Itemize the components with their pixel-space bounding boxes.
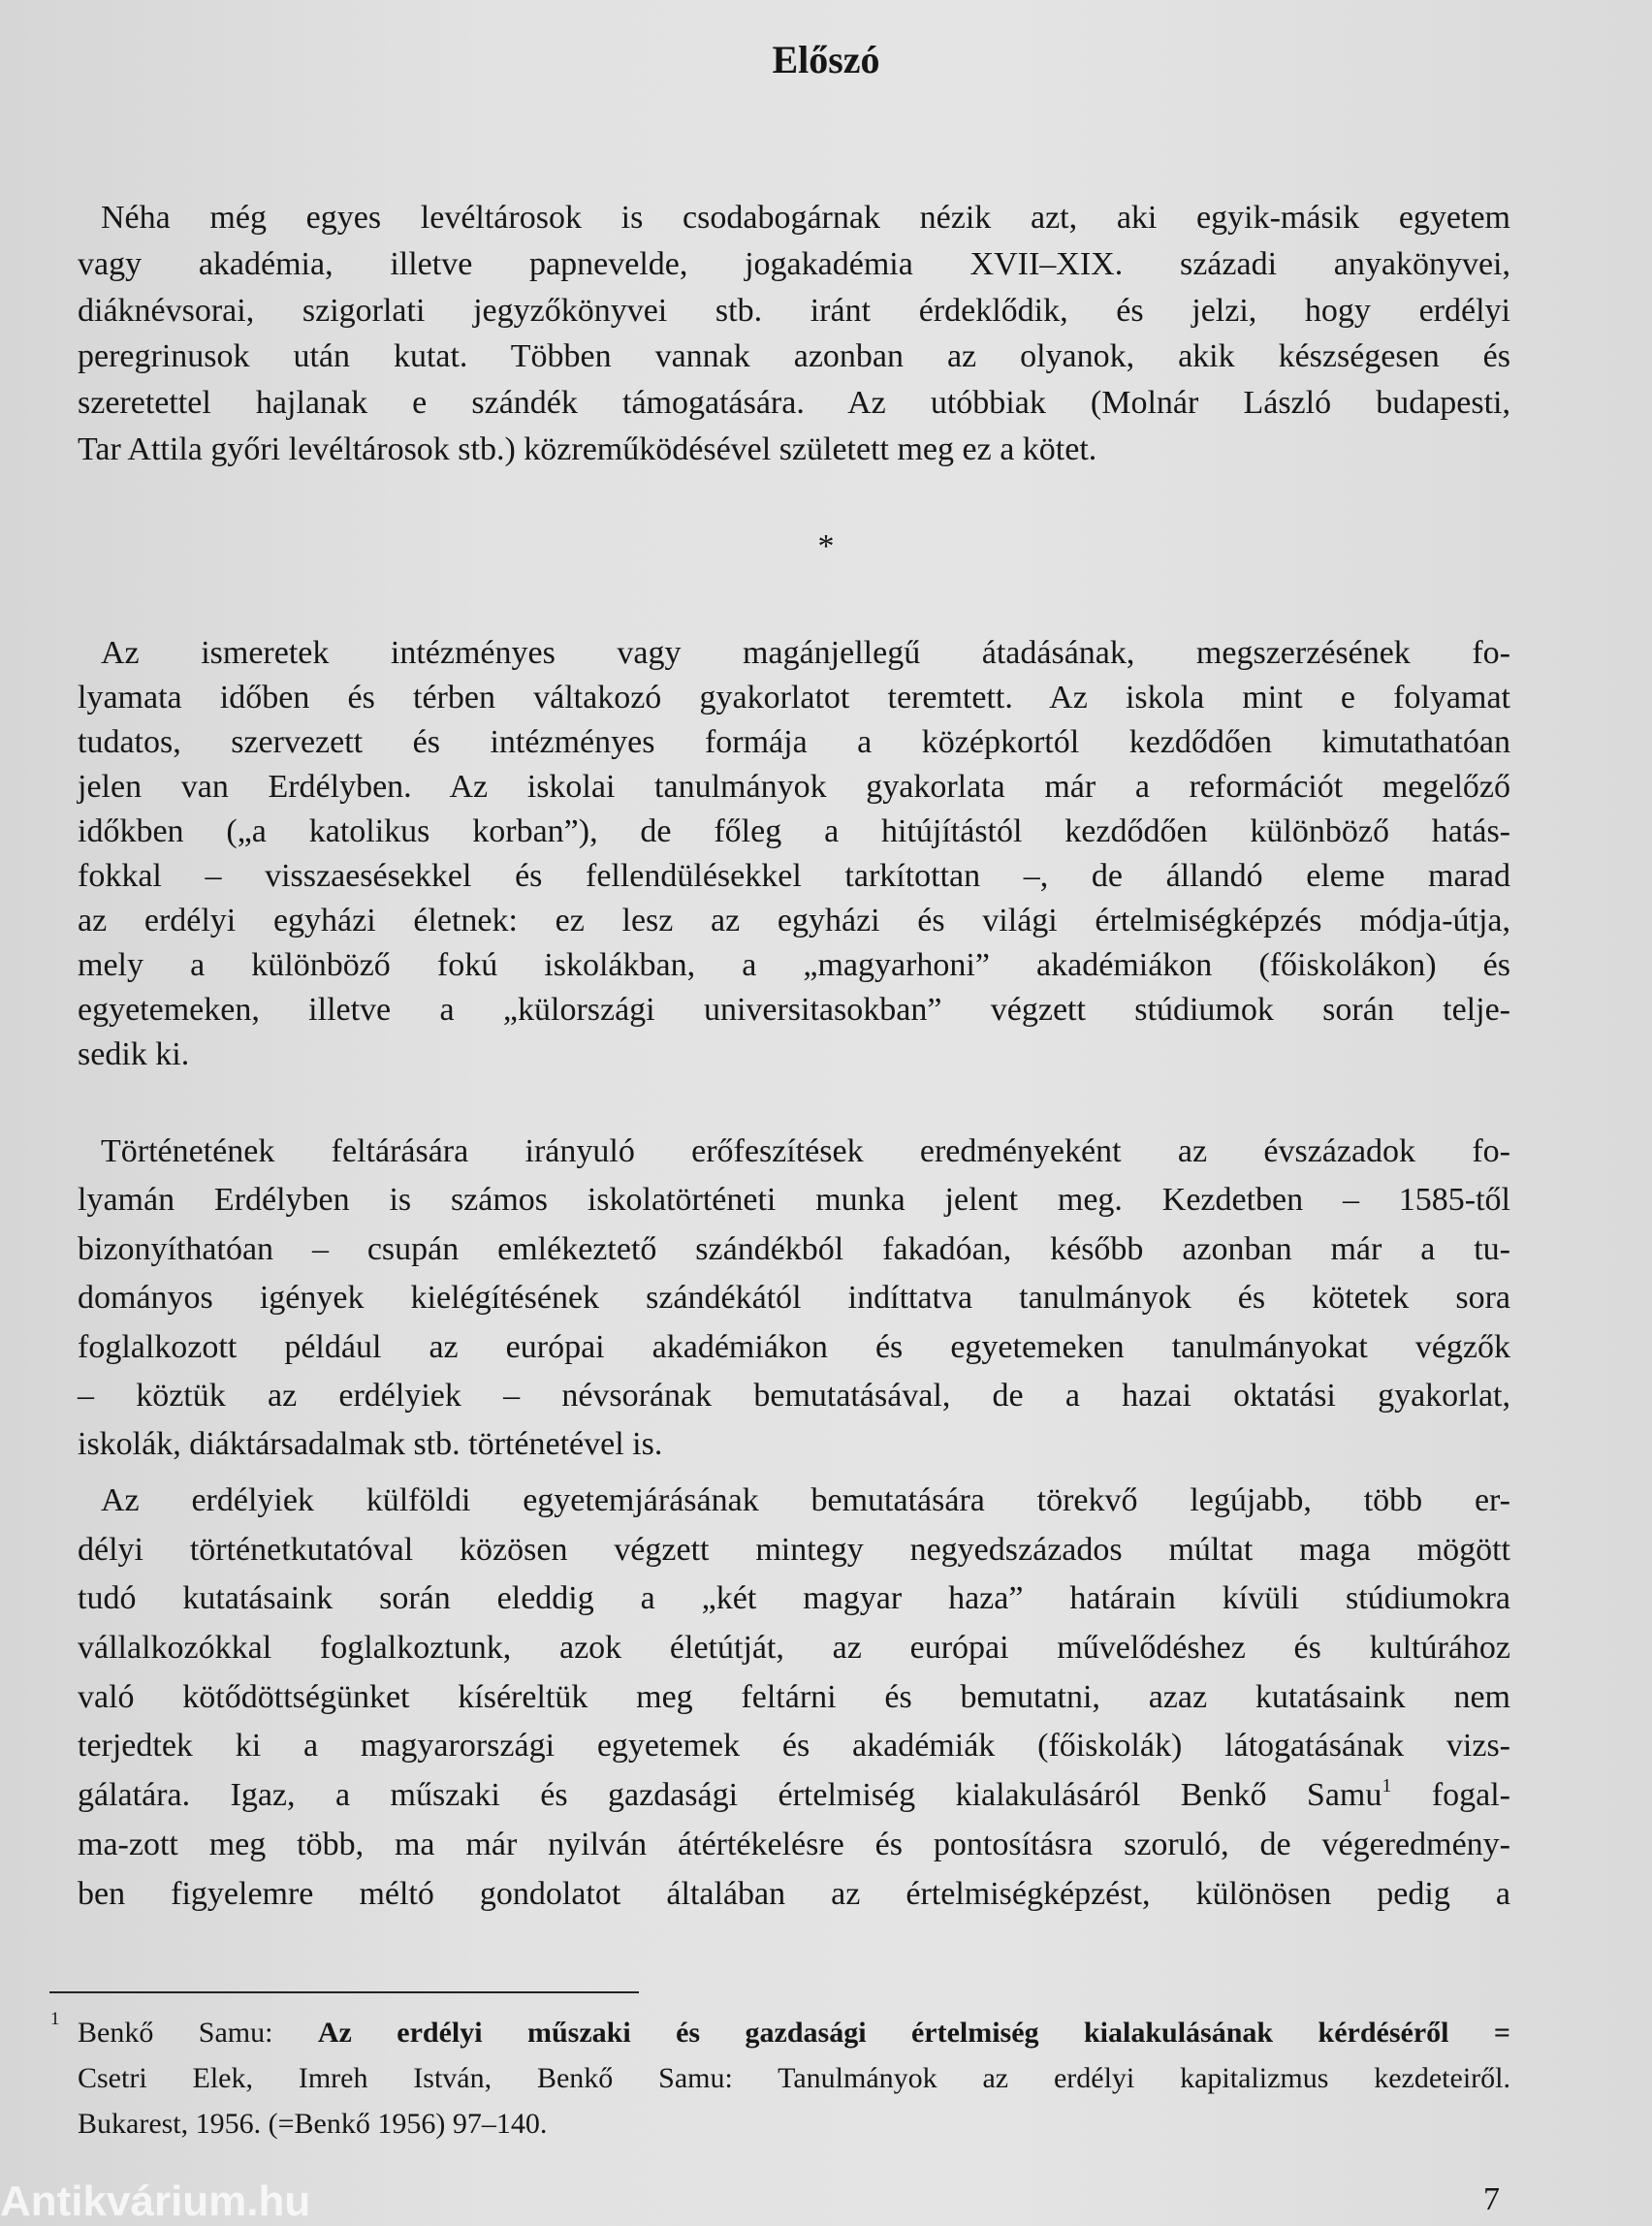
text-line: időkben („a katolikus korban”), de főleg a hitújítástól kezdődően különböző hatás-	[78, 813, 1510, 849]
text-line: mely a különböző fokú iskolákban, a „magyarhoni” akadémiákon (főiskolákon) és	[78, 947, 1510, 983]
footnote-author: Benkő Samu:	[78, 2017, 318, 2049]
text-line: Az ismeretek intézményes vagy magánjellegű átadásának, megszerzésének fo-	[101, 635, 1510, 671]
footnote-line: Bukarest, 1956. (=Benkő 1956) 97–140.	[78, 2108, 548, 2140]
paragraph-3	[78, 1128, 1510, 1470]
page-number: 7	[1483, 2181, 1500, 2217]
text-line: iskolák, diáktársadalmak stb. történetével is.	[78, 1426, 663, 1463]
text-line: diáknévsorai, szigorlati jegyzőkönyvei stb. iránt érdeklődik, és jelzi, hogy erdélyi	[78, 292, 1510, 329]
paragraph-1	[78, 195, 1510, 473]
text-line: foglalkozott például az európai akadémiákon és egyetemeken tanulmányokat végzők	[78, 1328, 1510, 1365]
text-line: Történetének feltárására irányuló erőfeszítések eredményeként az évszázadok fo-	[101, 1133, 1510, 1169]
text-line	[78, 1771, 1510, 1821]
text-line: Néha még egyes levéltárosok is csodabogárnak nézik azt, aki egyik-másik egyetem	[101, 200, 1510, 236]
footnote-title: Az erdélyi műszaki és gazdasági értelmiség kialakulásának kérdéséről =	[317, 2017, 1510, 2049]
text-line: Az erdélyiek külföldi egyetemjárásának bemutatására törekvő legújabb, több er-	[101, 1482, 1510, 1518]
text-line: egyetemeken, illetve a „külországi universitasokban” végzett stúdiumok során telje-	[78, 992, 1510, 1028]
footnote-number: 1	[50, 2009, 60, 2029]
text-line: délyi történetkutatóval közösen végzett mintegy negyedszázados múltat maga mögött	[78, 1531, 1510, 1568]
text-line: peregrinusok után kutat. Többen vannak azonban az olyanok, akik készségesen és	[78, 338, 1510, 375]
text-line: jelen van Erdélyben. Az iskolai tanulmányok gyakorlata már a reformációt megelőző	[78, 769, 1510, 805]
text-line: lyamata időben és térben váltakozó gyakorlatot teremtett. Az iskola mint e folyamat	[78, 680, 1510, 716]
footnote	[78, 2010, 1510, 2146]
watermark-logo: Antikvárium.hu	[0, 2178, 311, 2225]
text-line: terjedtek ki a magyarországi egyetemek és akadémiák (főiskolák) látogatásának vizs-	[78, 1728, 1510, 1765]
text-line: bizonyíthatóan – csupán emlékeztető szándékból fakadóan, később azonban már a tu-	[78, 1230, 1510, 1267]
text-line: lyamán Erdélyben is számos iskolatörténeti munka jelent meg. Kezdetben – 1585-től	[78, 1182, 1510, 1219]
text-line: dományos igények kielégítésének szándékától indíttatva tanulmányok és kötetek sora	[78, 1280, 1510, 1317]
text-line: tudó kutatásaink során eleddig a „két magyar haza” határain kívüli stúdiumokra	[78, 1580, 1510, 1617]
footnote-line	[78, 2010, 1510, 2055]
text-line: ma-zott meg több, ma már nyilván átértékelésre és pontosításra szoruló, de végeredmény-	[78, 1826, 1510, 1862]
paragraph-4	[78, 1477, 1510, 1919]
text-line: sedik ki.	[78, 1036, 190, 1072]
paragraph-2	[78, 631, 1510, 1077]
text-line: való kötődöttségünket kíséreltük meg feltárni és bemutatni, azaz kutatásaink nem	[78, 1678, 1510, 1715]
text-line: vállalkozókkal foglalkoztunk, azok életútját, az európai művelődéshez és kultúrához	[78, 1630, 1510, 1667]
footnote-reference[interactable]: 1	[1382, 1775, 1392, 1797]
text-span: fogal-	[1391, 1777, 1511, 1814]
text-span: gálatára. Igaz, a műszaki és gazdasági értelmiség kialakulásáról Benkő Samu	[78, 1777, 1382, 1814]
section-separator: *	[817, 528, 835, 564]
page-title: Előszó	[772, 38, 880, 81]
text-line: tudatos, szervezett és intézményes formája a középkortól kezdődően kimutathatóan	[78, 724, 1510, 760]
text-line: az erdélyi egyházi életnek: ez lesz az egyházi és világi értelmiségképzés módja-útja,	[78, 903, 1510, 938]
footnote-line: Csetri Elek, Imreh István, Benkő Samu: Tanulmányok az erdélyi kapitalizmus kezdeteiről.	[78, 2062, 1510, 2094]
text-line: fokkal – visszaesésekkel és fellendülésekkel tarkítottan –, de állandó eleme marad	[78, 858, 1510, 894]
text-line: ben figyelemre méltó gondolatot általában az értelmiségképzést, különösen pedig a	[78, 1875, 1510, 1912]
footnote-divider	[49, 1991, 639, 1993]
text-line: vagy akadémia, illetve papnevelde, jogakadémia XVII–XIX. századi anyakönyvei,	[78, 245, 1510, 282]
text-line: – köztük az erdélyiek – névsorának bemutatásával, de a hazai oktatási gyakorlat,	[78, 1377, 1510, 1414]
text-line: szeretettel hajlanak e szándék támogatására. Az utóbbiak (Molnár László budapesti,	[78, 385, 1510, 422]
text-line: Tar Attila győri levéltárosok stb.) közreműködésével született meg ez a kötet.	[78, 430, 1097, 467]
